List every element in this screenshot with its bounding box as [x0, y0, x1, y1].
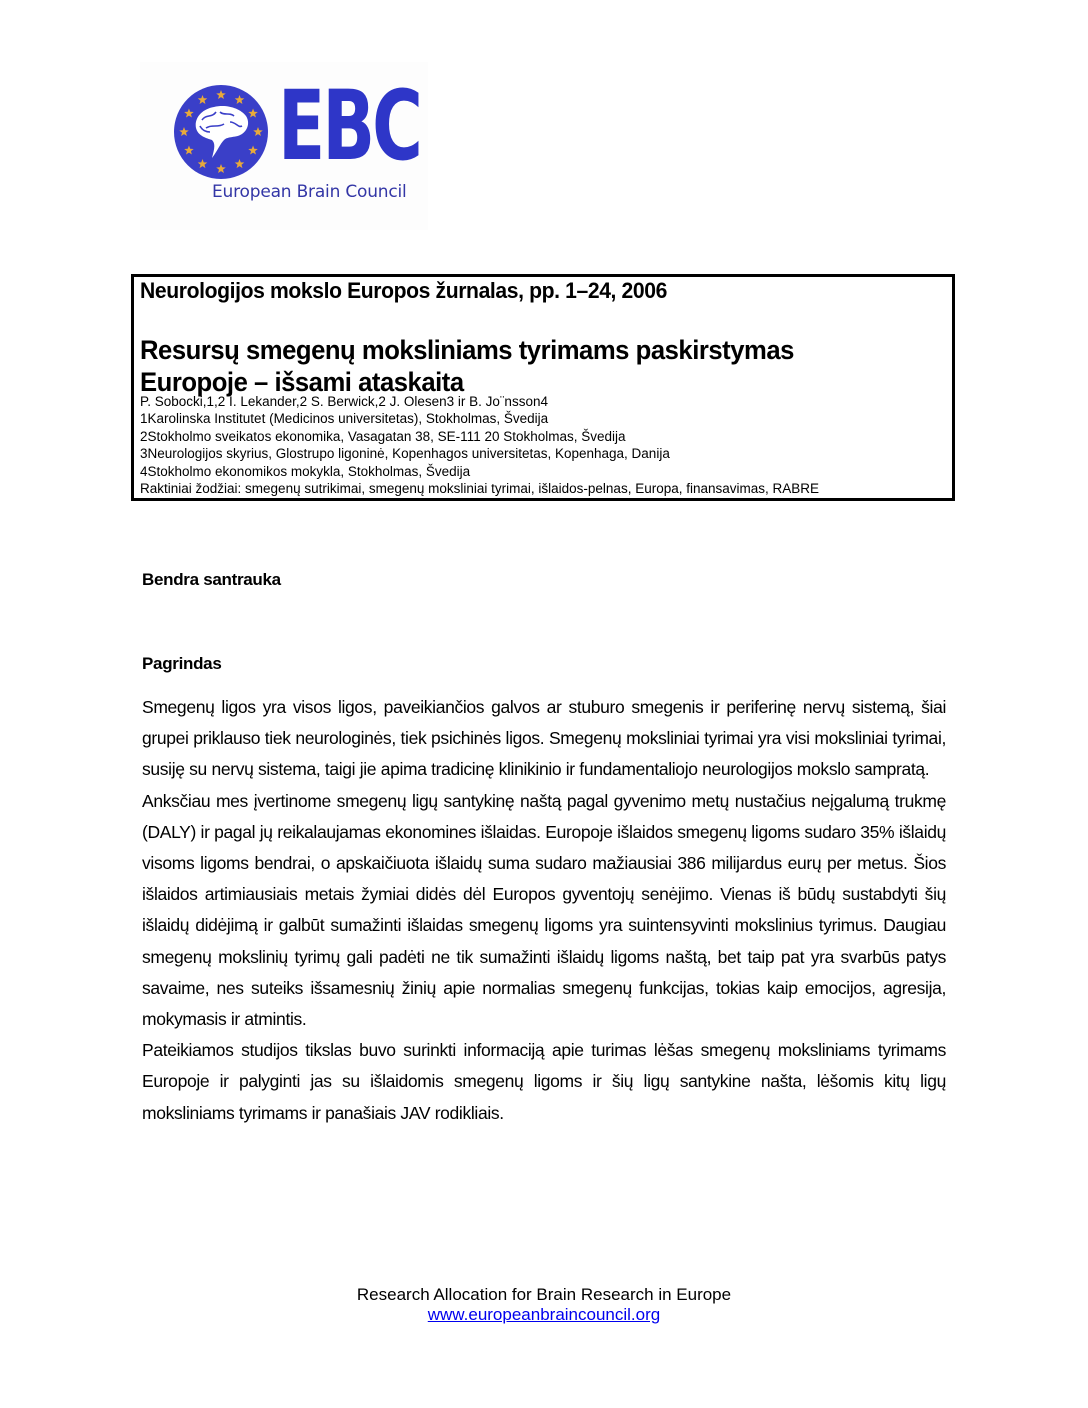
article-title-line-2: Europoje – išsami ataskaita — [140, 367, 464, 397]
journal-citation: Neurologijos mokslo Europos žurnalas, pp. 1–24, 2006 — [140, 278, 667, 303]
affiliation: 2Stokholmo sveikatos ekonomika, Vasagatan 38, SE-111 20 Stokholmas, Švedija — [140, 428, 626, 444]
affiliation: 4Stokholmo ekonomikos mokykla, Stokholmas, Švedija — [140, 463, 471, 479]
logo-acronym: EBC — [278, 70, 420, 182]
ebc-logo — [140, 62, 428, 230]
footer-title: Research Allocation for Brain Research in Europe — [356, 1285, 732, 1304]
article-title-line-1: Resursų smegenų moksliniams tyrimams paskirstymas — [140, 335, 794, 365]
section-heading-summary: Bendra santrauka — [142, 570, 281, 589]
paragraph: Smegenų ligos yra visos ligos, paveikiančios galvos ar stuburo smegenis ir periferinę nervų sistemą, šiai grupei priklauso tiek neurologinės, tiek psichinės ligos. Smegenų moksliniai tyrimai yra visi moksliniai tyrimai, susiję su nervų sistema, taigi jie apima tradicinę klinikinio ir fundamentaliojo neurologijos mokslo sampratą. — [142, 697, 946, 780]
authors: P. Sobocki,1,2 I. Lekander,2 S. Berwick,2 J. Olesen3 ir B. Jo¨nsson4 — [140, 394, 548, 409]
article-metadata — [140, 393, 819, 497]
background-body — [142, 692, 946, 1129]
paragraph: Anksčiau mes įvertinome smegenų ligų santykinę naštą pagal gyvenimo metų nustačius neįgalumą trukmę (DALY) ir pagal jų reikalaujamas ekonomines išlaidas. Europoje išlaidos smegenų ligoms sudaro 35% išlaidų visoms ligoms bendrai, o apskaičiuota išlaidų suma sudaro mažiausiai 386 milijardus eurų per metus. Šios išlaidos artimiausiais metais žymiai didės dėl Europos gyventojų senėjimo. Vienas iš būdų sustabdyti šių išlaidų didėjimą ir galbūt sumažinti išlaidas smegenų ligoms yra suintensyvinti mokslinius tyrimus. Daugiau smegenų mokslinių tyrimų gali padėti ne tik sumažinti išlaidų ligoms naštą, bet taip pat yra svarbūs patys savaime, nes suteiks išsamesnių žinių apie normalias smegenų funkcijas, tokias kaip emocijos, agresija, mokymasis ir atmintis. — [142, 790, 946, 1030]
article-title — [140, 334, 794, 398]
paragraph: Pateikiamos studijos tikslas buvo surinkti informaciją apie turimas lėšas smegenų moksliniams tyrimams Europoje ir palyginti jas su išlaidomis smegenų ligoms ir šių ligų santykine našta, lėšomis kitų ligų moksliniams tyrimams ir panašiais JAV rodikliais. — [142, 1040, 946, 1123]
logo-organization-name: European Brain Council — [212, 182, 407, 202]
eu-brain-circle-icon — [140, 62, 280, 192]
section-heading-background: Pagrindas — [142, 654, 222, 673]
page-footer — [0, 1285, 1088, 1325]
affiliation: 3Neurologijos skyrius, Glostrupo ligoninė, Kopenhagos universitetas, Kopenhaga, Danija — [140, 446, 670, 462]
keywords: Raktiniai žodžiai: smegenų sutrikimai, smegenų moksliniai tyrimai, išlaidos-pelnas, Europa, finansavimas, RABRE — [140, 480, 820, 496]
affiliation: 1Karolinska Institutet (Medicinos universitetas), Stokholmas, Švedija — [140, 411, 549, 427]
footer-website-link[interactable]: www.europeanbraincouncil.org — [427, 1305, 661, 1324]
